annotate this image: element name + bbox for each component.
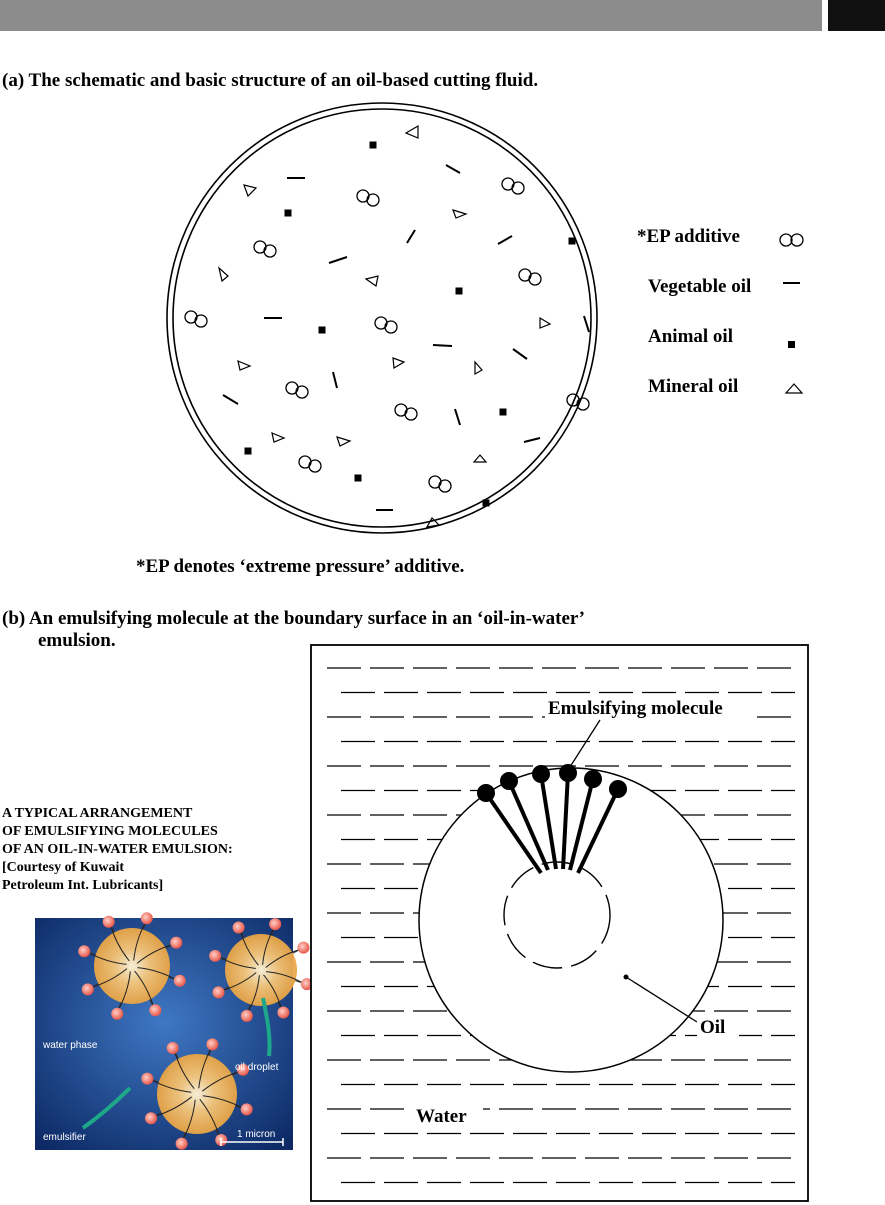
photo-label-oil-droplet: oil droplet <box>235 1062 279 1073</box>
ep-footnote: *EP denotes ‘extreme pressure’ additive. <box>136 556 465 577</box>
side-caption-line: OF AN OIL-IN-WATER EMULSION: <box>2 842 233 857</box>
legend-label-ep: *EP additive <box>637 226 740 247</box>
part-b-caption-line2: emulsion. <box>38 630 116 651</box>
side-caption-line: [Courtesy of Kuwait <box>2 860 125 875</box>
legend-label-vegetable: Vegetable oil <box>648 276 752 297</box>
label-emulsifying-molecule: Emulsifying molecule <box>548 698 723 719</box>
side-caption-line: Petroleum Int. Lubricants] <box>2 878 164 893</box>
photo-label-water-phase: water phase <box>43 1040 98 1051</box>
part-a-caption: (a) The schematic and basic structure of an oil-based cutting fluid. <box>2 70 539 91</box>
photo-label-scale: 1 micron <box>237 1129 276 1140</box>
side-caption-line: OF EMULSIFYING MOLECULES <box>2 824 218 839</box>
legend-label-mineral: Mineral oil <box>648 376 739 397</box>
label-oil: Oil <box>700 1017 726 1038</box>
part-b-caption-line1: (b) An emulsifying molecule at the boundary surface in an ‘oil-in-water’ <box>2 608 585 629</box>
label-water: Water <box>416 1106 467 1127</box>
legend-label-animal: Animal oil <box>648 326 733 347</box>
photo-label-emulsifier: emulsifier <box>43 1132 86 1143</box>
side-caption-line: A TYPICAL ARRANGEMENT <box>2 806 193 821</box>
